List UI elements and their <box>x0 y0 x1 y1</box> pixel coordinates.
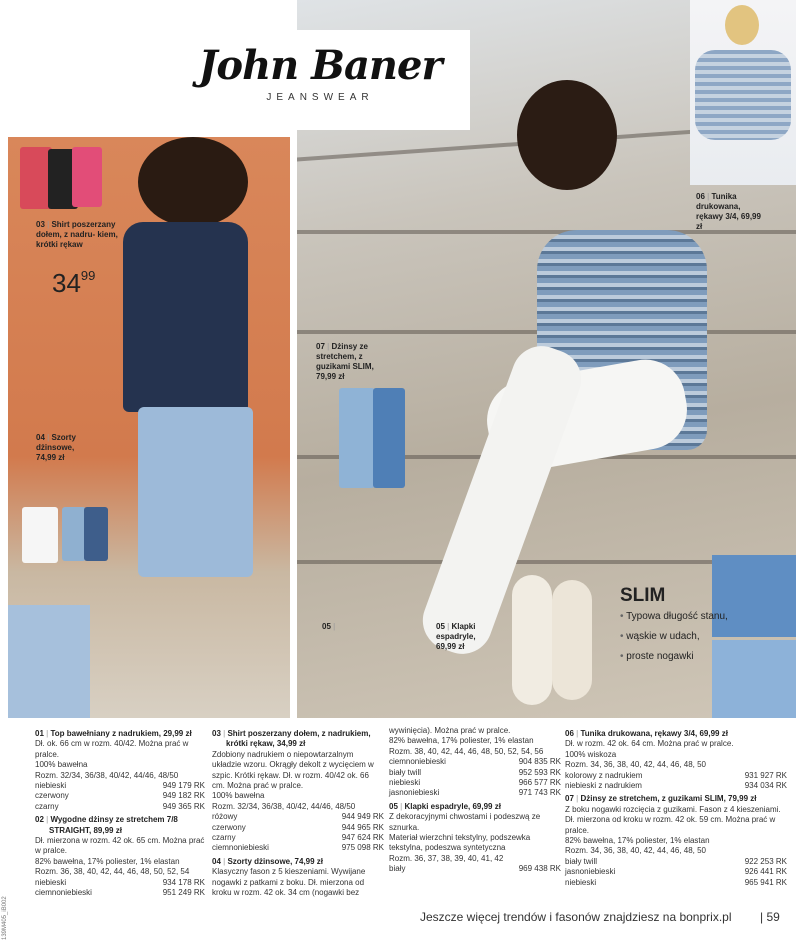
variant-code: 934 178 RK <box>162 877 205 887</box>
product-title-cont: STRAIGHT, 89,99 zł <box>49 825 122 835</box>
variant-row <box>565 867 787 877</box>
slim-feature: • Typowa długość stanu, <box>620 607 728 627</box>
product-description-part: wywinięcia). Można prać w pralce. <box>389 726 511 735</box>
variant-color: ciemnoniebieski <box>35 888 92 898</box>
variant-color: różowy <box>212 812 238 822</box>
variant-code: 931 927 RK <box>744 770 787 780</box>
slim-feature: • wąskie w udach, <box>620 627 728 647</box>
product-entry <box>35 729 205 812</box>
label-text: Klapki espadryle, 69,99 zł <box>436 622 476 651</box>
variant-color: jasnoniebieski <box>389 788 440 798</box>
separator: | <box>220 856 228 866</box>
product-description: 82% bawełna, 17% poliester, 1% elastan <box>389 736 534 746</box>
price-main: 34 <box>52 268 81 298</box>
product-description: Dł. mierzona w rozm. 42 ok. 65 cm. Można prać w pralce. <box>35 836 205 856</box>
variant-code: 926 441 RK <box>744 867 787 877</box>
label-05-model: 05 | <box>322 622 336 631</box>
product-number: 03 <box>212 729 221 738</box>
product-entry <box>565 794 787 888</box>
separator: | <box>43 729 51 738</box>
variant-code: 975 098 RK <box>341 843 384 853</box>
product-title: Tunika drukowana, rękawy 3/4, 69,99 zł <box>580 729 728 738</box>
product-description: Dł. w rozm. 42 ok. 64 cm. Można prać w pralce. <box>565 739 734 749</box>
variant-row <box>565 878 787 888</box>
logo-brand: John Baner <box>198 42 442 89</box>
variant-row <box>389 778 561 788</box>
jeans-product-photo <box>339 388 375 488</box>
product-description: Rozm. 32/34, 36/38, 40/42, 44/46, 48/50 <box>212 801 356 811</box>
label-text: Dżinsy ze stretchem, z guzikami SLIM, 79,99 zł <box>316 342 374 381</box>
variant-color: jasnoniebieski <box>565 867 616 877</box>
variant-color: biały <box>389 864 406 874</box>
product-description: Rozm. 36, 37, 38, 39, 40, 41, 42 <box>389 853 504 863</box>
footer-promo: Jeszcze więcej trendów i fasonów znajdziesz na bonprix.pl <box>420 910 732 924</box>
slim-fit-info <box>620 585 728 667</box>
product-description: 82% bawełna, 17% poliester, 1% elastan <box>35 856 180 866</box>
product-description: 82% bawełna, 17% poliester, 1% elastan <box>565 836 710 846</box>
label-07: 07 | Dżinsy ze stretchem, z guzikami SLIM, 79,99 zł <box>316 342 374 381</box>
variant-row <box>389 757 561 767</box>
separator: | <box>573 729 581 738</box>
variant-color: niebieski <box>565 877 597 887</box>
product-description: Materiał wierzchni tekstylny, podszewka tekstylna, podeszwa syntetyczna <box>389 833 531 853</box>
product-description-part: Klasyczny fason z 5 kieszeniami. Wywijane nogawki z patkami z boku. Dł. mierzona od kroku w rozm. 42 ok. 34 cm (nogawki bez <box>212 867 366 898</box>
variant-row <box>212 823 384 833</box>
espadrille-photo <box>552 580 592 700</box>
product-description: 100% bawełna <box>212 791 265 801</box>
product-entry <box>565 729 787 791</box>
variant-color: czerwony <box>212 822 246 832</box>
separator: | <box>573 794 581 804</box>
variant-color: biały twill <box>389 767 422 777</box>
product-entry <box>212 857 384 899</box>
jeans-product-photo-dark <box>373 388 405 488</box>
variant-color: niebieski <box>35 877 67 887</box>
product-number: 05 <box>389 801 398 811</box>
slim-title: SLIM <box>620 585 666 606</box>
price-cents: 99 <box>80 268 96 283</box>
description-column-3 <box>389 726 561 875</box>
product-heading <box>389 802 561 812</box>
product-title-cont: krótki rękaw, 34,99 zł <box>226 739 306 749</box>
product-heading <box>565 794 787 804</box>
price-03 <box>52 262 95 297</box>
label-number: 05 <box>436 622 445 631</box>
variant-color: kolorowy z nadrukiem <box>565 770 643 780</box>
product-entry <box>212 729 384 854</box>
brand-logo <box>170 30 470 130</box>
product-heading <box>565 729 787 739</box>
product-description: Zdobiony nadrukiem o niepowtarzalnym układzie wzoru. Okrągły dekolt z wycięciem w szpic. Krótki rękaw. Dł. w rozm. 40/42 ok. 66 cm. Można prać w pralce. <box>212 749 374 791</box>
product-description: Z dekoracyjnymi chwostami i podeszwą ze sznurka. <box>389 812 541 832</box>
variant-row <box>35 791 205 801</box>
separator: | <box>397 801 405 811</box>
label-number: 05 <box>322 622 331 631</box>
variant-code: 949 365 RK <box>162 801 205 811</box>
variant-code: 944 949 RK <box>341 812 384 822</box>
product-entry <box>389 802 561 875</box>
variant-row <box>565 771 787 781</box>
label-05: 05 | Klapki espadryle, 69,99 zł <box>436 622 476 651</box>
variant-code: 944 965 RK <box>341 822 384 832</box>
variant-code: 969 438 RK <box>518 864 561 874</box>
product-title: Dżinsy ze stretchem, z guzikami SLIM, 79,99 zł <box>580 794 757 804</box>
tunic-product-photo <box>690 0 796 185</box>
separator: | <box>43 815 51 825</box>
variant-row <box>389 788 561 798</box>
product-description: Z boku nogawki rozcięcia z guzikami. Fason z 4 kieszeniami. Dł. mierzona od kroku w rozm. 42 ok. 59 cm. Można prać w pralce. <box>565 804 781 835</box>
variant-row <box>565 781 787 791</box>
product-description: Rozm. 34, 36, 38, 40, 42, 44, 46, 48, 50 <box>565 846 706 856</box>
variant-color: niebieski <box>35 781 67 791</box>
label-text: Szorty dżinsowe, 74,99 zł <box>36 433 76 462</box>
product-number: 01 <box>35 729 44 738</box>
product-description: Rozm. 32/34, 36/38, 40/42, 44/46, 48/50 <box>35 770 179 780</box>
label-number: 04 <box>36 433 45 442</box>
variant-code: 952 593 RK <box>518 767 561 777</box>
variant-row <box>389 864 561 874</box>
product-title: Szorty dżinsowe, 74,99 zł <box>227 856 324 866</box>
product-heading <box>35 815 205 825</box>
variant-color: ciemnoniebieski <box>389 757 446 767</box>
product-heading <box>212 857 384 867</box>
label-text: Tunika drukowana, rękawy 3/4, 69,99 zł <box>696 192 761 231</box>
variant-code: 922 253 RK <box>744 856 787 866</box>
product-number: 04 <box>212 856 221 866</box>
jeans-detail-photo-left <box>8 605 90 718</box>
slim-feature: • proste nogawki <box>620 647 728 667</box>
label-04: 04 | Szorty dżinsowe, 74,99 zł <box>36 433 76 462</box>
variant-code: 934 034 RK <box>744 781 787 791</box>
variant-row <box>212 812 384 822</box>
product-number: 02 <box>35 815 44 825</box>
variant-row <box>35 888 205 898</box>
page-number: | 59 <box>760 910 780 924</box>
product-number: 07 <box>565 794 574 804</box>
variant-row <box>35 781 205 791</box>
variant-color: niebieski <box>389 778 421 788</box>
product-description: Rozm. 38, 40, 42, 44, 46, 48, 50, 52, 54, 56 <box>389 746 544 756</box>
label-number: 06 <box>696 192 705 201</box>
variant-row <box>35 878 205 888</box>
product-description: Dł. ok. 66 cm w rozm. 40/42. Można prać w pralce. <box>35 739 189 759</box>
catalog-code: 139M405_iB002 <box>2 896 8 940</box>
label-03: 03 | Shirt poszerzany dołem, z nadru- kiem, krótki rękaw <box>36 220 118 249</box>
product-title: Shirt poszerzany dołem, z nadrukiem, <box>227 729 371 738</box>
variant-code: 971 743 RK <box>518 788 561 798</box>
product-heading <box>212 729 384 739</box>
description-column-2 <box>212 726 384 899</box>
variant-row <box>212 843 384 853</box>
variant-row <box>35 802 205 812</box>
variant-color: biały twill <box>565 856 598 866</box>
variant-code: 949 182 RK <box>162 791 205 801</box>
variant-code: 949 179 RK <box>162 781 205 791</box>
description-column-1 <box>35 726 205 899</box>
product-description: 100% wiskoza <box>565 749 617 759</box>
label-number: 03 <box>36 220 45 229</box>
variant-code: 947 624 RK <box>341 833 384 843</box>
description-column-4 <box>565 726 787 888</box>
product-heading <box>35 729 205 739</box>
label-06: 06 | Tunika drukowana, rękawy 3/4, 69,99 zł <box>696 192 761 231</box>
product-entry-cont <box>389 726 561 799</box>
product-entry <box>35 815 205 898</box>
variant-code: 966 577 RK <box>518 778 561 788</box>
espadrille-photo <box>512 575 552 705</box>
product-description: Rozm. 36, 38, 40, 42, 44, 46, 48, 50, 52, 54 <box>35 867 190 877</box>
variant-code: 951 249 RK <box>162 888 205 898</box>
variant-row <box>565 857 787 867</box>
separator: | <box>220 729 228 738</box>
product-title: Top bawełniany z nadrukiem, 29,99 zł <box>50 729 192 738</box>
variant-color: ciemnoniebieski <box>212 843 269 853</box>
variant-code: 965 941 RK <box>744 877 787 887</box>
variant-row <box>389 768 561 778</box>
variant-color: czarny <box>212 833 236 843</box>
variant-color: czarny <box>35 801 59 811</box>
variant-color: czerwony <box>35 791 69 801</box>
variant-color: niebieski z nadrukiem <box>565 781 642 791</box>
variant-row <box>212 833 384 843</box>
variant-code: 904 835 RK <box>518 757 561 767</box>
product-title: Wygodne dżinsy ze stretchem 7/8 <box>50 815 178 825</box>
label-text: Shirt poszerzany dołem, z nadru- kiem, krótki rękaw <box>36 220 118 249</box>
product-description: 100% bawełna <box>35 760 88 770</box>
product-description: Rozm. 34, 36, 38, 40, 42, 44, 46, 48, 50 <box>565 760 706 770</box>
product-title: Klapki espadryle, 69,99 zł <box>404 801 501 811</box>
product-number: 06 <box>565 729 574 738</box>
logo-subtitle: JEANSWEAR <box>266 92 374 103</box>
label-number: 07 <box>316 342 325 351</box>
